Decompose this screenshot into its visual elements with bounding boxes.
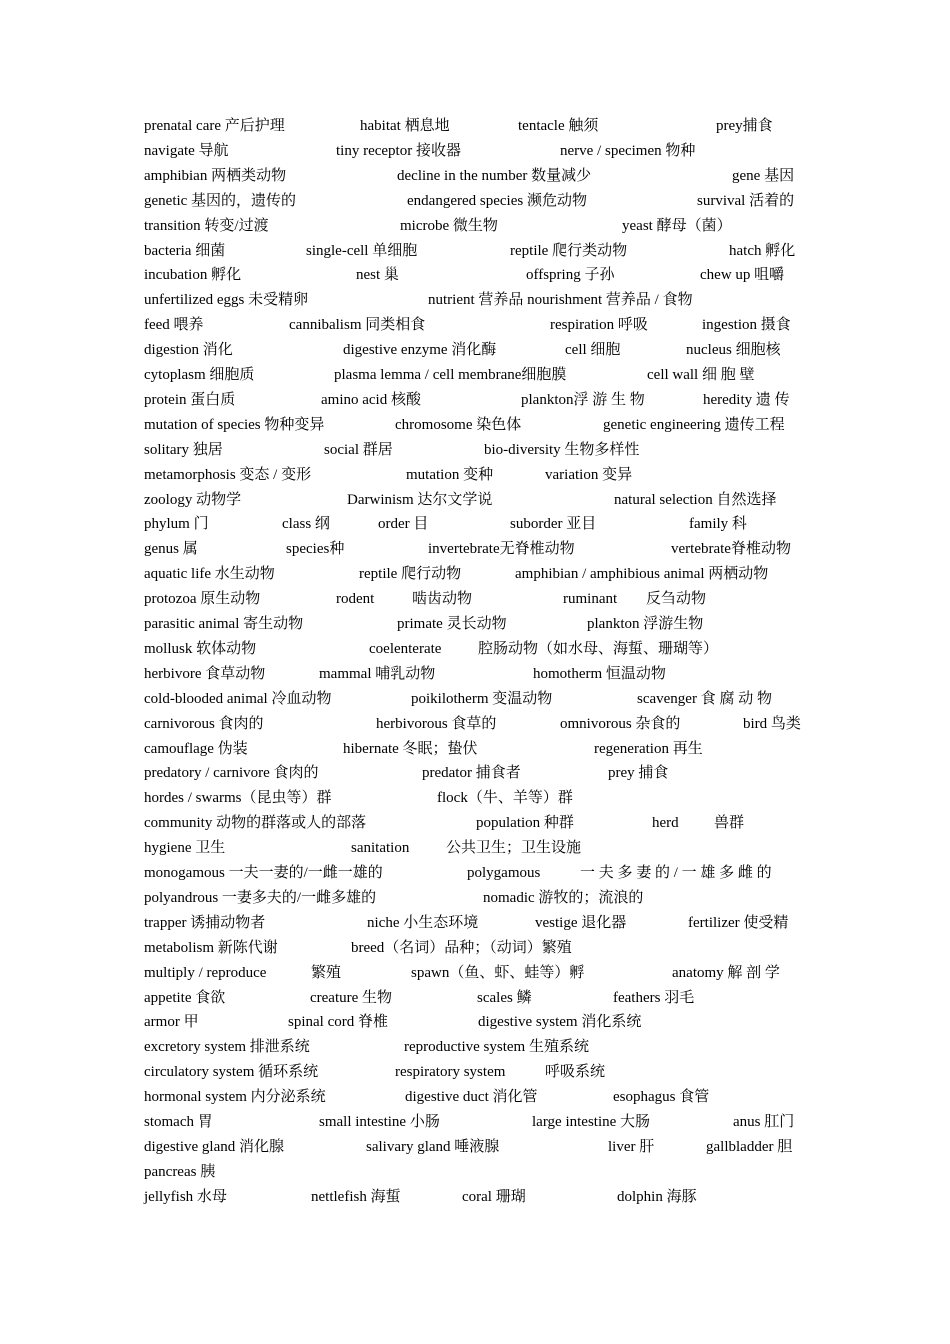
vocab-entry: monogamous 一夫一妻的/一雌一雄的	[144, 865, 383, 881]
vocab-entry: primate 灵长动物	[397, 616, 507, 632]
vocab-entry: gene 基因	[732, 167, 795, 184]
vocab-entry: metamorphosis 变态 / 变形	[144, 466, 312, 483]
vocab-line	[0, 390, 950, 414]
vocab-entry: 反刍动物	[646, 591, 707, 608]
vocab-entry: prey 捕食	[608, 765, 669, 782]
vocab-entry: anus 肛门	[733, 1114, 795, 1130]
vocab-entry: Darwinism 达尔文学说	[347, 491, 493, 508]
vocab-entry: regeneration 再生	[594, 740, 703, 757]
vocab-entry: esophagus 食管	[613, 1089, 710, 1106]
vocab-entry: coral 珊瑚	[462, 1188, 526, 1205]
vocab-line	[0, 1012, 950, 1036]
vocab-entry: digestive duct 消化管	[405, 1089, 538, 1106]
vocab-entry: genus 属	[144, 541, 198, 558]
vocab-entry: cold-blooded animal 冷血动物	[144, 690, 332, 707]
vocab-line	[0, 465, 950, 489]
vocab-entry: nucleus 细胞核	[686, 342, 781, 359]
vocab-entry: digestive enzyme 消化酶	[343, 342, 497, 359]
vocab-entry: scales 鳞	[477, 989, 532, 1006]
vocab-entry: pancreas 胰	[144, 1163, 216, 1180]
vocab-line	[0, 788, 950, 812]
vocab-line	[0, 1037, 950, 1061]
vocab-entry: cytoplasm 细胞质	[144, 367, 255, 383]
vocab-line	[0, 913, 950, 937]
vocab-entry: digestive system 消化系统	[478, 1014, 642, 1031]
vocab-entry: bacteria 细菌	[144, 242, 226, 259]
vocab-entry: multiply / reproduce	[144, 964, 267, 981]
vocab-entry: vestige 退化器	[535, 914, 627, 931]
vocab-entry: bio-diversity 生物多样性	[484, 441, 640, 458]
vocab-entry: hormonal system 内分泌系统	[144, 1089, 326, 1106]
vocab-entry: transition 转变/过渡	[144, 217, 269, 234]
vocab-line	[0, 365, 950, 389]
vocab-entry: vertebrate脊椎动物	[671, 541, 791, 558]
vocab-entry: fertilizer 使受精	[688, 914, 789, 931]
vocab-entry: yeast 酵母（菌）	[622, 217, 732, 234]
vocab-entry: jellyfish 水母	[144, 1188, 227, 1205]
vocab-entry: parasitic animal 寄生动物	[144, 616, 304, 632]
vocab-entry: tentacle 触须	[518, 118, 599, 134]
vocab-entry: poikilotherm 变温动物	[411, 690, 553, 707]
vocab-entry: small intestine 小肠	[319, 1114, 440, 1130]
vocab-line	[0, 888, 950, 912]
vocab-line	[0, 714, 950, 738]
vocab-entry: class 纲	[282, 516, 330, 533]
vocab-line	[0, 988, 950, 1012]
vocab-entry: hygiene 卫生	[144, 840, 226, 857]
vocab-entry: social 群居	[324, 441, 393, 458]
vocab-entry: spinal cord 脊椎	[288, 1014, 388, 1031]
vocab-entry: predator 捕食者	[422, 765, 521, 782]
vocab-entry: unfertilized eggs 未受精卵	[144, 292, 309, 309]
vocab-entry: mammal 哺乳动物	[319, 665, 436, 682]
vocab-entry: mollusk 软体动物	[144, 640, 257, 657]
vocab-entry: rodent	[336, 591, 375, 608]
vocab-entry: protein 蛋白质	[144, 391, 236, 408]
vocab-entry: 兽群	[714, 815, 745, 832]
vocab-entry: nerve / specimen 物种	[560, 142, 696, 159]
vocab-entry: gallbladder 胆	[706, 1138, 793, 1155]
vocab-line	[0, 739, 950, 763]
vocab-line	[0, 415, 950, 439]
vocab-entry: carnivorous 食肉的	[144, 715, 264, 732]
vocab-entry: amphibian 两栖类动物	[144, 167, 287, 184]
vocab-entry: habitat 栖息地	[360, 118, 450, 134]
vocab-entry: respiratory system	[395, 1064, 506, 1081]
vocab-entry: protozoa 原生动物	[144, 591, 261, 608]
vocab-entry: zoology 动物学	[144, 491, 242, 508]
vocab-entry: survival 活着的	[697, 192, 795, 209]
vocab-entry: cell wall 细 胞 壁	[647, 367, 755, 383]
vocab-entry: stomach 胃	[144, 1114, 213, 1130]
vocab-line	[0, 614, 950, 638]
vocab-entry: respiration 呼吸	[550, 317, 648, 334]
vocab-entry: creature 生物	[310, 989, 393, 1006]
vocab-entry: amphibian / amphibious animal 两栖动物	[515, 566, 769, 583]
vocab-entry: predatory / carnivore 食肉的	[144, 765, 319, 782]
vocab-entry: plankton 浮游生物	[587, 616, 704, 632]
vocab-entry: breed（名词）品种；（动词）繁殖	[351, 939, 572, 956]
vocab-entry: camouflage 伪装	[144, 740, 248, 757]
vocab-entry: community 动物的群落或人的部落	[144, 815, 367, 832]
vocab-entry: 呼吸系统	[545, 1064, 606, 1081]
vocab-entry: order 目	[378, 516, 429, 533]
vocab-entry: heredity 遗 传	[703, 391, 790, 408]
vocab-entry: spawn（鱼、虾、蛙等）孵	[411, 964, 585, 981]
vocab-line	[0, 290, 950, 314]
vocab-line	[0, 664, 950, 688]
vocab-entry: 腔肠动物（如水母、海蜇、珊瑚等）	[478, 640, 719, 657]
vocab-line	[0, 539, 950, 563]
vocab-entry: phylum 门	[144, 516, 209, 533]
vocab-entry: natural selection 自然选择	[614, 491, 777, 508]
vocab-line	[0, 639, 950, 663]
vocab-entry: 一 夫 多 妻 的 / 一 雄 多 雌 的	[580, 865, 772, 881]
vocab-entry: salivary gland 唾液腺	[366, 1138, 500, 1155]
vocab-entry: chromosome 染色体	[395, 416, 522, 433]
vocab-entry: 公共卫生；卫生设施	[446, 840, 582, 857]
vocab-entry: herd	[652, 815, 679, 832]
vocab-entry: single-cell 单细胞	[306, 242, 418, 259]
vocab-entry: omnivorous 杂食的	[560, 715, 681, 732]
vocab-entry: prenatal care 产后护理	[144, 118, 285, 134]
vocab-entry: armor 甲	[144, 1014, 199, 1031]
vocab-entry: dolphin 海豚	[617, 1188, 697, 1205]
vocab-entry: solitary 独居	[144, 441, 223, 458]
vocab-entry: digestion 消化	[144, 342, 233, 359]
vocab-entry: plankton浮 游 生 物	[521, 391, 645, 408]
vocab-entry: amino acid 核酸	[321, 391, 421, 408]
vocab-entry: genetic 基因的，遗传的	[144, 192, 297, 209]
vocab-line	[0, 564, 950, 588]
vocab-entry: tiny receptor 接收器	[336, 142, 461, 159]
vocab-entry: reptile 爬行类动物	[510, 242, 628, 259]
vocab-entry: microbe 微生物	[400, 217, 498, 234]
vocab-line	[0, 514, 950, 538]
vocab-entry: genetic engineering 遗传工程	[603, 416, 785, 433]
vocab-entry: trapper 诱捕动物者	[144, 914, 266, 931]
vocab-entry: hatch 孵化	[729, 242, 796, 259]
vocab-line	[0, 191, 950, 215]
vocab-entry: anatomy 解 剖 学	[672, 964, 780, 981]
vocab-entry: sanitation	[351, 840, 410, 857]
vocab-entry: cell 细胞	[565, 342, 621, 359]
vocab-entry: hibernate 冬眠；蛰伏	[343, 740, 478, 757]
vocab-entry: plasma lemma / cell membrane细胞膜	[334, 367, 567, 383]
vocab-line	[0, 863, 950, 887]
vocab-entry: excretory system 排泄系统	[144, 1039, 310, 1056]
vocab-entry: hordes / swarms（昆虫等）群	[144, 790, 332, 807]
vocab-entry: mutation 变种	[406, 466, 494, 483]
vocab-line	[0, 1162, 950, 1186]
vocab-line	[0, 689, 950, 713]
vocab-entry: herbivore 食草动物	[144, 665, 266, 682]
vocab-entry: invertebrate无脊椎动物	[428, 541, 575, 558]
vocab-entry: variation 变异	[545, 466, 633, 483]
vocab-line	[0, 838, 950, 862]
vocab-line	[0, 1062, 950, 1086]
vocab-line	[0, 1112, 950, 1136]
vocab-line	[0, 938, 950, 962]
vocab-line	[0, 1137, 950, 1161]
vocab-entry: incubation 孵化	[144, 267, 242, 284]
vocab-entry: population 种群	[476, 815, 574, 832]
vocab-entry: offspring 子孙	[526, 267, 615, 284]
vocab-entry: feed 喂养	[144, 317, 204, 334]
vocab-line	[0, 1087, 950, 1111]
vocab-entry: nutrient 营养品 nourishment 营养品 / 食物	[428, 292, 693, 309]
vocab-line	[0, 340, 950, 364]
vocab-entry: scavenger 食 腐 动 物	[637, 690, 772, 707]
vocab-entry: nettlefish 海蜇	[311, 1188, 401, 1205]
vocab-entry: 繁殖	[311, 964, 342, 981]
vocab-line	[0, 813, 950, 837]
vocab-entry: cannibalism 同类相食	[289, 317, 426, 334]
vocab-entry: prey捕食	[716, 118, 773, 134]
vocab-entry: endangered species 濒危动物	[407, 192, 587, 209]
vocab-entry: aquatic life 水生动物	[144, 566, 275, 583]
vocab-line	[0, 315, 950, 339]
vocab-line	[0, 241, 950, 265]
vocab-entry: bird 鸟类	[743, 715, 801, 732]
vocab-entry: niche 小生态环境	[367, 914, 479, 931]
vocab-entry: homotherm 恒温动物	[533, 665, 666, 682]
vocab-line	[0, 141, 950, 165]
vocab-entry: liver 肝	[608, 1138, 655, 1155]
vocab-entry: mutation of species 物种变异	[144, 416, 325, 433]
vocab-entry: reptile 爬行动物	[359, 566, 462, 583]
vocab-line	[0, 963, 950, 987]
vocab-entry: 啮齿动物	[412, 591, 473, 608]
vocab-entry: reproductive system 生殖系统	[404, 1039, 589, 1056]
vocab-line	[0, 490, 950, 514]
vocab-entry: ingestion 摄食	[702, 317, 791, 334]
vocab-line	[0, 265, 950, 289]
vocab-line	[0, 763, 950, 787]
vocab-entry: flock（牛、羊等）群	[437, 790, 573, 807]
vocab-entry: decline in the number 数量减少	[397, 167, 592, 184]
vocab-entry: coelenterate	[369, 640, 442, 657]
vocab-entry: appetite 食欲	[144, 989, 226, 1006]
vocab-entry: large intestine 大肠	[532, 1114, 651, 1130]
vocab-entry: ruminant	[563, 591, 618, 608]
vocab-entry: chew up 咀嚼	[700, 267, 785, 284]
vocab-entry: digestive gland 消化腺	[144, 1138, 284, 1155]
vocab-line	[0, 589, 950, 613]
vocab-entry: metabolism 新陈代谢	[144, 939, 278, 956]
vocab-entry: suborder 亚目	[510, 516, 597, 533]
vocab-entry: family 科	[689, 516, 747, 533]
vocab-line	[0, 166, 950, 190]
vocab-line	[0, 216, 950, 240]
vocab-entry: polygamous	[467, 865, 541, 881]
vocab-line	[0, 1187, 950, 1211]
vocab-entry: navigate 导航	[144, 142, 229, 159]
vocab-entry: species种	[286, 541, 345, 558]
vocab-entry: polyandrous 一妻多夫的/一雌多雄的	[144, 889, 377, 906]
vocab-entry: herbivorous 食草的	[376, 715, 497, 732]
vocab-entry: circulatory system 循环系统	[144, 1064, 319, 1081]
vocab-line	[0, 440, 950, 464]
vocab-entry: feathers 羽毛	[613, 989, 695, 1006]
vocab-entry: nomadic 游牧的；流浪的	[483, 889, 644, 906]
vocab-line	[0, 116, 950, 140]
vocab-entry: nest 巢	[356, 267, 399, 284]
